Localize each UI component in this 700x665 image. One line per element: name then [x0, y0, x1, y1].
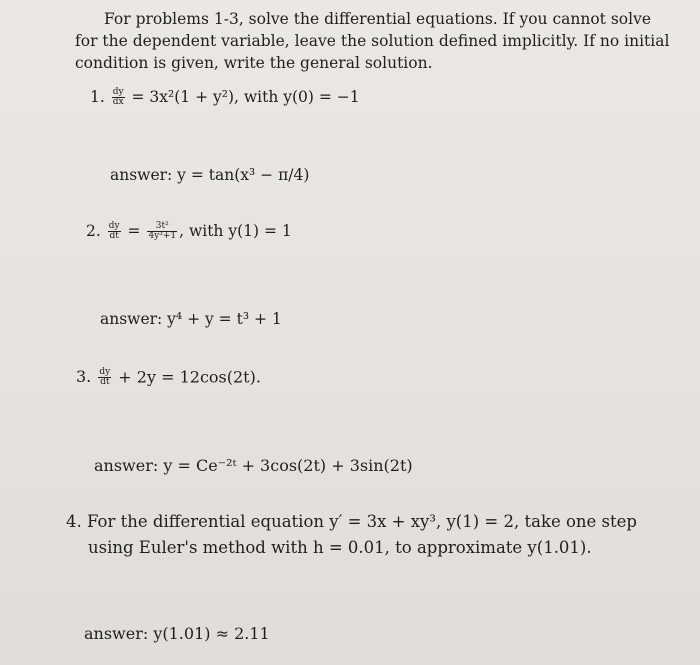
problem-text: For the differential equation y′ = 3x + xy³, y(1) = 2, take one step — [87, 512, 637, 531]
fraction-denominator: 4y³+1 — [148, 231, 177, 242]
equals-sign: = — [122, 221, 146, 240]
problem-number: 2. — [86, 221, 101, 240]
fraction-numerator: 3t² — [147, 222, 177, 232]
fraction-numerator: dy — [108, 221, 120, 231]
fraction-numerator: dy — [99, 367, 111, 377]
instructions-line-3: condition is given, write the general solution. — [75, 54, 433, 72]
problem-1 — [90, 88, 360, 108]
instructions-line-2: for the dependent variable, leave the solution defined implicitly. If no initial — [75, 32, 670, 50]
problem-3 — [76, 368, 261, 388]
derivative-fraction — [108, 222, 121, 242]
problem-2 — [86, 222, 292, 242]
derivative-fraction — [98, 368, 111, 388]
problem-4-line-2: using Euler's method with h = 0.01, to approximate y(1.01). — [88, 538, 592, 557]
fraction-denominator: dx — [112, 97, 124, 108]
problem-4-line-1 — [66, 514, 637, 531]
instructions-line-1: For problems 1-3, solve the differential equations. If you cannot solve — [104, 10, 651, 28]
problem-number: 1. — [90, 87, 105, 106]
problem-number: 3. — [76, 367, 92, 387]
rhs-fraction — [147, 222, 177, 242]
problem-number: 4. — [66, 512, 82, 531]
fraction-denominator: dt — [109, 231, 119, 242]
problem-equation: + 2y = 12cos(2t). — [113, 367, 261, 387]
answer-2: answer: y⁴ + y = t³ + 1 — [100, 310, 282, 328]
derivative-fraction — [112, 88, 125, 108]
problem-equation: = 3x²(1 + y²), with y(0) = −1 — [126, 87, 360, 106]
answer-4: answer: y(1.01) ≈ 2.11 — [84, 624, 270, 643]
answer-1: answer: y = tan(x³ − π/4) — [110, 166, 310, 184]
answer-3: answer: y = Ce⁻²ᵗ + 3cos(2t) + 3sin(2t) — [94, 456, 413, 475]
fraction-denominator: dt — [100, 377, 110, 388]
fraction-numerator: dy — [112, 87, 124, 97]
problem-equation: , with y(1) = 1 — [179, 221, 292, 240]
